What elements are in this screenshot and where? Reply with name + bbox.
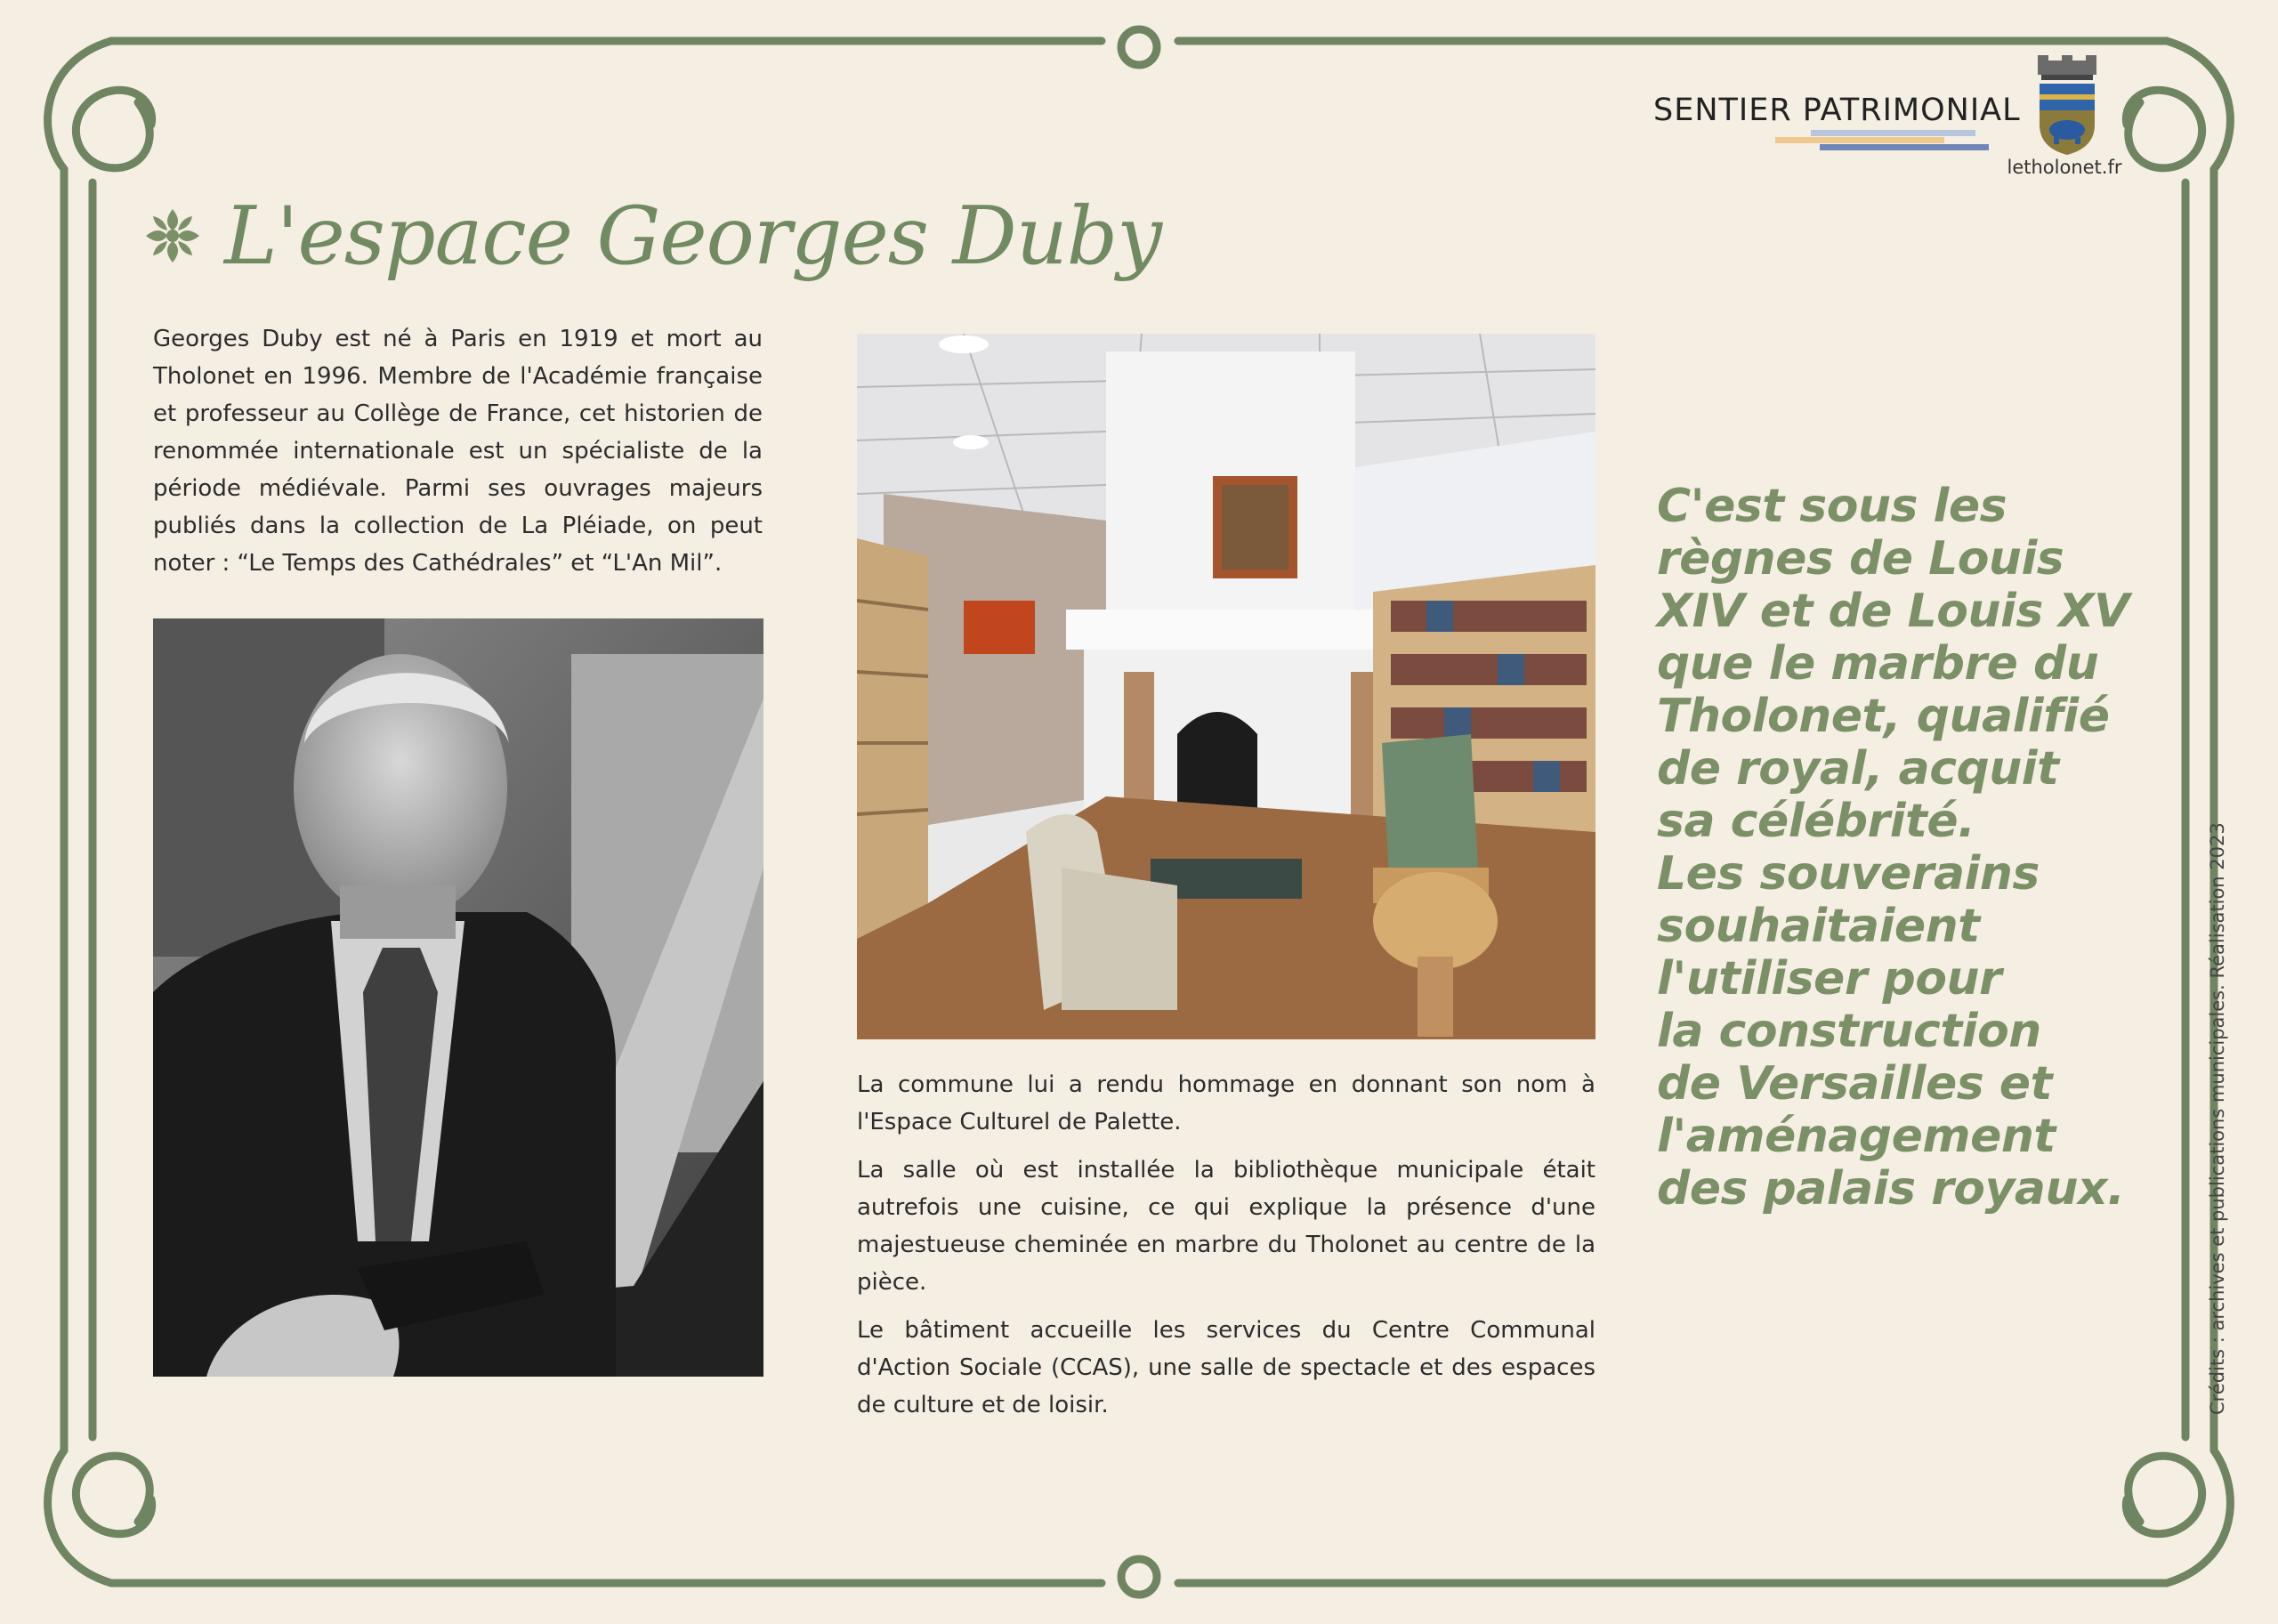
description-paragraph: Le bâtiment accueille les services du Centre Communal d'Action Sociale (CCAS), une salle de spectacle et des espaces de culture et de loisir. bbox=[857, 1317, 1595, 1418]
title-row bbox=[144, 174, 1161, 298]
quote-line: sa célébrité. bbox=[1657, 795, 1975, 848]
trail-label: SENTIER PATRIMONIAL bbox=[1653, 93, 2021, 128]
biography-text: Georges Duby est né à Paris en 1919 et mort au Tholonet en 1996. Membre de l'Académie française et professeur au Collège de France, cet historien de renommée internationale est un spécialiste de la période médiévale. Parmi ses ouvrages majeurs publiés dans la collection de La Pléiade, on peut noter : “Le Temps des Cathédrales” et “L'An Mil”. bbox=[153, 326, 763, 577]
portrait-photo bbox=[153, 618, 763, 1377]
library-room-photo bbox=[857, 334, 1595, 1039]
description-text bbox=[857, 1066, 1595, 1434]
quote-line: souhaitaient bbox=[1657, 900, 1980, 953]
header-decorative-lines bbox=[1775, 128, 1989, 155]
website-url: letholonet.fr bbox=[2007, 157, 2122, 178]
quote-line: de royal, acquit bbox=[1657, 742, 2059, 796]
fleur-icon bbox=[144, 207, 201, 264]
quote-line: de Versailles et bbox=[1657, 1057, 2052, 1111]
coat-of-arms-icon bbox=[2027, 53, 2107, 160]
marble-quote bbox=[1657, 481, 2155, 1216]
page-title: L'espace Georges Duby bbox=[224, 189, 1162, 283]
quote-line: que le marbre du bbox=[1657, 637, 2099, 691]
quote-line: l'utiliser pour bbox=[1657, 952, 2002, 1006]
quote-line: l'aménagement bbox=[1657, 1110, 2056, 1163]
description-paragraph: La salle où est installée la bibliothèque municipale était autrefois une cuisine, ce qui explique la présence d'une majestueuse cheminée en marbre du Tholonet au centre de la pièce. bbox=[857, 1157, 1595, 1296]
quote-line: des palais royaux. bbox=[1657, 1162, 2125, 1216]
quote-line: règnes de Louis bbox=[1657, 532, 2064, 586]
quote-line: Tholonet, qualifié bbox=[1657, 690, 2110, 743]
description-paragraph: La commune lui a rendu hommage en donnant son nom à l'Espace Culturel de Palette. bbox=[857, 1071, 1595, 1135]
quote-line: Les souverains bbox=[1657, 847, 2040, 901]
quote-line: C'est sous les bbox=[1657, 480, 2007, 533]
quote-line: XIV et de Louis XV bbox=[1657, 585, 2129, 638]
quote-line: la construction bbox=[1657, 1005, 2041, 1058]
credits-text: Crédits : archives et publications municipales. Réalisation 2023 bbox=[2207, 822, 2228, 1415]
